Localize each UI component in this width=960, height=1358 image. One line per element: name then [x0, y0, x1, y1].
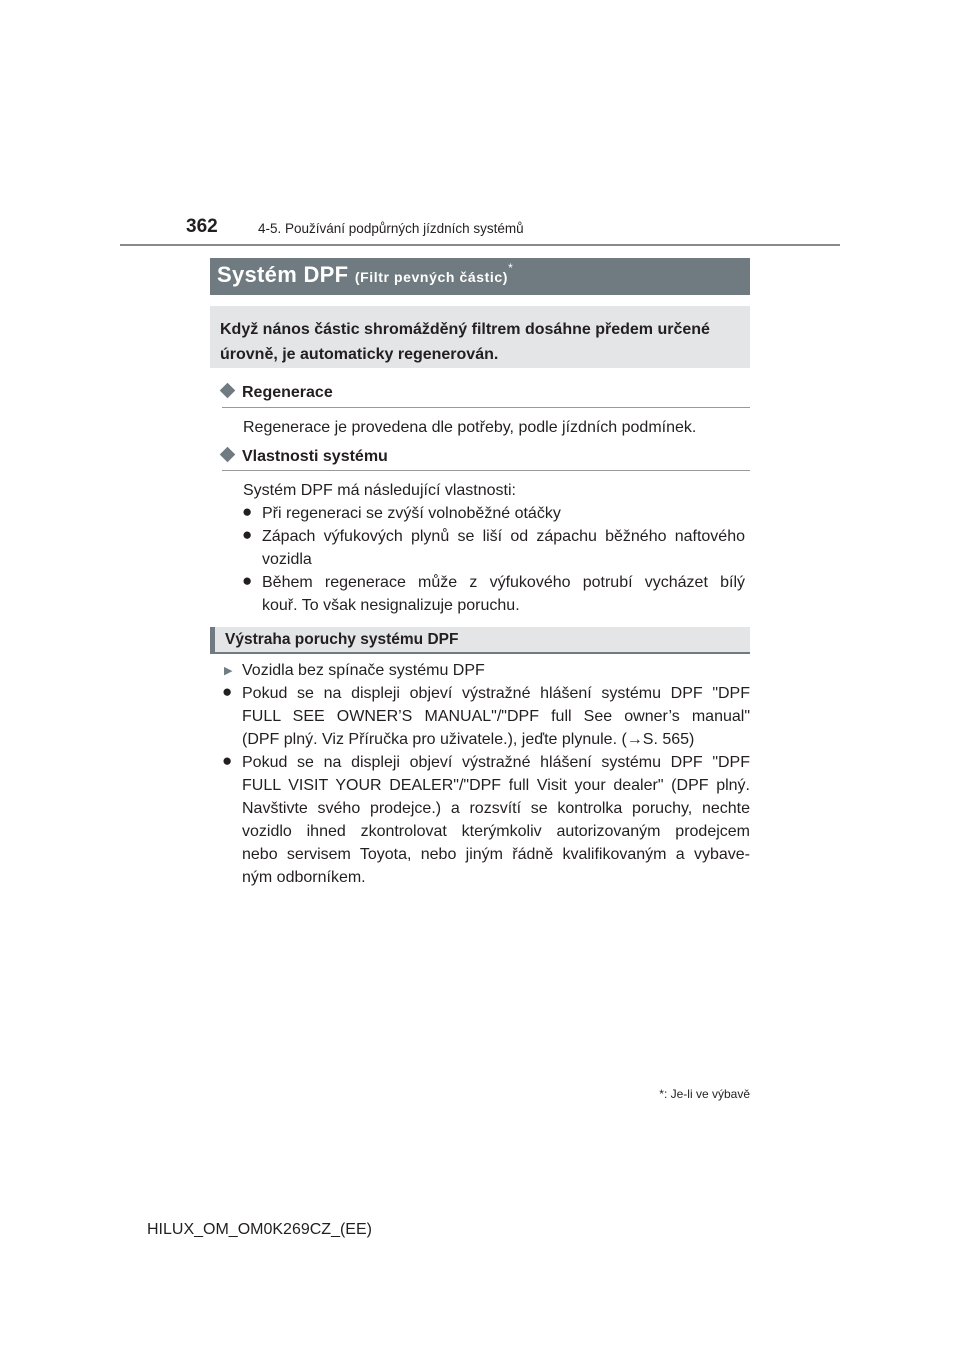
heading-divider	[222, 470, 750, 471]
chapter-title: 4-5. Používání podpůrných jízdních systémů	[258, 221, 524, 236]
bullet-dot-icon: ●	[222, 682, 233, 701]
warning-subheading: Vozidla bez spínače systému DPF	[242, 662, 485, 679]
warning-item-line: FULL VISIT YOUR DEALER"/"DPF full Visit your dealer" (DPF plný.	[242, 777, 750, 794]
title-footnote-star: *	[508, 261, 514, 275]
triangle-marker-icon: ▶	[224, 665, 233, 677]
feature-item: Během regenerace může z výfukového potrubí vycházet bílý	[262, 574, 745, 591]
page-number: 362	[186, 216, 218, 237]
footnote-star: *	[659, 1087, 664, 1101]
regeneration-text: Regenerace je provedena dle potřeby, podle jízdních podmínek.	[243, 419, 697, 436]
section-heading-regeneration	[222, 384, 333, 402]
warning-item-line: vozidlo ihned zkontrolovat kterýmkoliv autorizovaným prodejcem	[242, 823, 750, 840]
section-title	[217, 262, 513, 288]
heading-divider	[222, 407, 750, 408]
warning-item-line	[242, 728, 694, 751]
intro-text: Když nános částic shromážděný filtrem dosáhne předem určené úrovně, je automaticky regenerován.	[220, 321, 710, 363]
intro-box	[210, 306, 750, 368]
bullet-dot-icon: ●	[242, 502, 253, 521]
feature-item: Zápach výfukových plynů se liší od zápachu běžného naftového	[262, 528, 745, 545]
header-divider	[120, 244, 840, 246]
section-title-main: Systém DPF	[217, 262, 349, 287]
features-intro-text: Systém DPF má následující vlastnosti:	[243, 482, 516, 499]
section-title-sub: (Filtr pevných částic)	[354, 269, 509, 285]
warning-divider	[210, 652, 750, 654]
warning-item-line: nebo servisem Toyota, nebo jiným řádně kvalifikovaným a vybave-	[242, 846, 750, 863]
warning-item-line: ným odborníkem.	[242, 869, 366, 886]
footnote	[610, 1087, 750, 1101]
warning-item-text: (DPF plný. Viz Příručka pro uživatele.), jeďte plynule. (	[242, 731, 627, 748]
page-reference-link[interactable]: S. 565)	[642, 731, 695, 748]
warning-item-line: Navštivte svého prodejce.) a rozsvítí se kontrolka poruchy, nechte	[242, 800, 750, 817]
warning-item-line: FULL SEE OWNER’S MANUAL"/"DPF full See owner’s manual"	[242, 708, 750, 725]
feature-item-continuation: kouř. To však nesignalizuje poruchu.	[262, 597, 520, 614]
warning-heading-bar	[210, 627, 750, 653]
diamond-bullet-icon	[220, 383, 236, 399]
section-heading-label: Vlastnosti systému	[242, 448, 388, 465]
warning-item-line: Pokud se na displeji objeví výstražné hlášení systému DPF "DPF	[242, 754, 750, 771]
diamond-bullet-icon	[220, 447, 236, 463]
section-title-bar	[210, 258, 750, 295]
feature-item: Při regeneraci se zvýší volnoběžné otáčky	[262, 505, 561, 522]
section-heading-label: Regenerace	[242, 384, 333, 401]
bullet-dot-icon: ●	[222, 751, 233, 770]
warning-item-line: Pokud se na displeji objeví výstražné hlášení systému DPF "DPF	[242, 685, 750, 702]
bullet-dot-icon: ●	[242, 571, 253, 590]
reference-arrow-icon: →	[626, 731, 643, 748]
footnote-text: : Je-li ve výbavě	[663, 1087, 750, 1101]
warning-heading: Výstraha poruchy systému DPF	[225, 631, 459, 648]
bullet-dot-icon: ●	[242, 525, 253, 544]
feature-item-continuation: vozidla	[262, 551, 312, 568]
section-heading-system-features	[222, 448, 388, 466]
document-code: HILUX_OM_OM0K269CZ_(EE)	[147, 1221, 372, 1238]
